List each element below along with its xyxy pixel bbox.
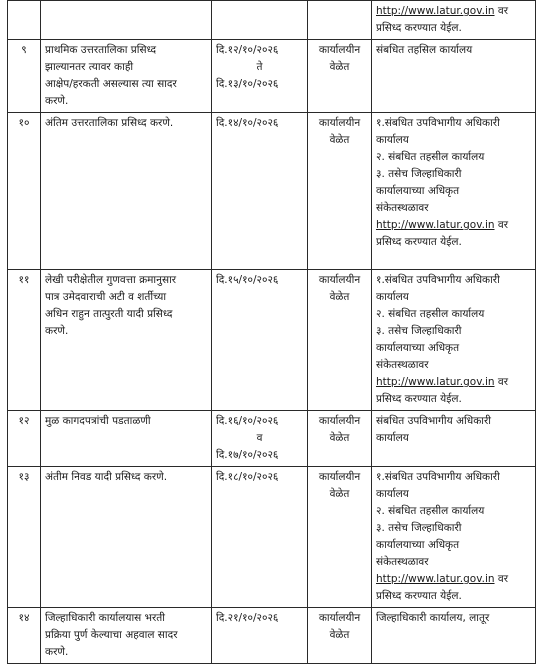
serial-number: १२	[18, 415, 30, 427]
date-cell	[212, 608, 308, 664]
office-line	[376, 3, 531, 20]
schedule-table	[7, 0, 536, 664]
office-line: ३. तसेच जिल्हाधिकारी	[376, 168, 462, 180]
office-line: कार्यालयाच्या अधिकृत	[376, 185, 460, 197]
website-link[interactable]: http://www.latur.gov.in	[376, 573, 495, 585]
date-text: व	[256, 432, 263, 444]
office-cell	[372, 270, 536, 411]
time-text: वेळेत	[329, 291, 350, 303]
task-cell	[41, 608, 212, 664]
time-cell	[308, 1, 372, 40]
time-text: कार्यालयीन	[318, 471, 361, 483]
time-cell	[308, 113, 372, 270]
time-text: वेळेत	[329, 432, 350, 444]
date-cell	[212, 411, 308, 467]
task-text: प्रक्रिया पुर्ण केल्याचा अहवाल सादर	[45, 629, 178, 641]
office-line: जिल्हाधिकारी कार्यालय, लातूर	[376, 612, 490, 624]
table-row	[8, 270, 536, 411]
time-text: वेळेत	[329, 134, 350, 146]
task-text: झाल्यानतर त्यावर काही	[45, 61, 134, 73]
table-row	[8, 411, 536, 467]
office-line	[376, 571, 531, 588]
table-row	[8, 40, 536, 113]
task-text: करणे.	[45, 646, 69, 658]
date-text: दि.१५/१०/२०२६	[216, 274, 279, 286]
date-text: दि.१२/१०/२०२६	[216, 44, 279, 56]
office-line: संकेतस्थळावर	[376, 202, 429, 214]
website-link[interactable]: http://www.latur.gov.in	[376, 376, 495, 388]
serial-number-cell	[8, 1, 41, 40]
office-text: वर	[494, 219, 508, 231]
date-text: दि.१७/१०/२०२६	[216, 449, 279, 461]
office-line: संकेतस्थळावर	[376, 556, 429, 568]
office-line: कार्यालय	[376, 488, 409, 500]
task-text: अंतीम निवड यादी प्रसिध्द करणे.	[45, 471, 168, 483]
task-text: करणे.	[45, 325, 69, 337]
office-line: १.संबधित उपविभागीय अधिकारी	[376, 274, 500, 286]
time-cell	[308, 270, 372, 411]
task-cell	[41, 270, 212, 411]
office-line: २. संबधित तहसील कार्यालय	[376, 308, 485, 320]
task-cell	[41, 1, 212, 40]
serial-number-cell	[8, 40, 41, 113]
date-cell	[212, 40, 308, 113]
task-text: अधिन राहुन तात्पुरती यादी प्रसिध्द	[45, 308, 173, 320]
task-text: पात्र उमेदवाराची अटी व शर्तीच्या	[45, 291, 167, 303]
office-line: कार्यालयाच्या अधिकृत	[376, 539, 460, 551]
office-cell	[372, 608, 536, 664]
table-row	[8, 113, 536, 270]
task-text: प्राथमिक उत्तरतालिका प्रसिध्द	[45, 44, 157, 56]
date-text: दि.१६/१०/२०२६	[216, 415, 279, 427]
time-text: वेळेत	[329, 629, 350, 641]
office-cell	[372, 113, 536, 270]
date-text: ते	[256, 61, 263, 73]
serial-number-cell	[8, 467, 41, 608]
office-line: ३. तसेच जिल्हाधिकारी	[376, 522, 462, 534]
date-text: दि.१४/१०/२०२६	[216, 117, 279, 129]
date-text: दि.१८/१०/२०२६	[216, 471, 279, 483]
time-cell	[308, 40, 372, 113]
office-line: कार्यालय	[376, 432, 409, 444]
serial-number: ९	[21, 44, 27, 56]
task-text: जिल्हाधिकारी कार्यालयास भरती	[45, 612, 165, 624]
website-link[interactable]: http://www.latur.gov.in	[376, 219, 495, 231]
office-line: २. संबधित तहसील कार्यालय	[376, 151, 485, 163]
office-cell	[372, 1, 536, 40]
task-text: मुळ कागदपत्रांची पडताळणी	[45, 415, 151, 427]
office-line: प्रसिध्द करण्यात येईल.	[376, 22, 462, 34]
office-cell	[372, 40, 536, 113]
office-line: संबधित तहसिल कार्यालय	[376, 44, 473, 56]
task-cell	[41, 411, 212, 467]
time-text: कार्यालयीन	[318, 274, 361, 286]
office-text: वर	[494, 376, 508, 388]
serial-number: ११	[18, 274, 30, 286]
office-line	[376, 217, 531, 234]
task-cell	[41, 113, 212, 270]
time-text: वेळेत	[329, 488, 350, 500]
date-text: दि.२१/१०/२०२६	[216, 612, 279, 624]
office-line: १.संबधित उपविभागीय अधिकारी	[376, 117, 500, 129]
office-cell	[372, 467, 536, 608]
serial-number-cell	[8, 113, 41, 270]
time-text: वेळेत	[329, 61, 350, 73]
date-cell	[212, 1, 308, 40]
office-line	[376, 374, 531, 391]
task-text: आक्षेप/हरकती असल्यास त्या सादर	[45, 78, 177, 90]
serial-number: १४	[18, 612, 30, 624]
office-text: वर	[494, 5, 508, 17]
serial-number: १३	[18, 471, 30, 483]
website-link[interactable]: http://www.latur.gov.in	[376, 5, 495, 17]
task-text: अंतिम उत्तरतालिका प्रसिध्द करणे.	[45, 117, 174, 129]
time-cell	[308, 608, 372, 664]
time-text: कार्यालयीन	[318, 415, 361, 427]
office-line: प्रसिध्द करण्यात येईल.	[376, 236, 462, 248]
office-line: कार्यालय	[376, 134, 409, 146]
task-cell	[41, 467, 212, 608]
task-cell	[41, 40, 212, 113]
table-row	[8, 1, 536, 40]
office-line: कार्यालय	[376, 291, 409, 303]
task-text: लेखी परीक्षेतील गुणवत्ता क्रमानुसार	[45, 274, 177, 286]
office-line: प्रसिध्द करण्यात येईल.	[376, 590, 462, 602]
task-text: करणे.	[45, 95, 69, 107]
office-line: संकेतस्थळावर	[376, 359, 429, 371]
office-line: ३. तसेच जिल्हाधिकारी	[376, 325, 462, 337]
time-cell	[308, 411, 372, 467]
serial-number-cell	[8, 270, 41, 411]
office-cell	[372, 411, 536, 467]
date-cell	[212, 113, 308, 270]
serial-number-cell	[8, 608, 41, 664]
time-text: कार्यालयीन	[318, 117, 361, 129]
office-line: प्रसिध्द करण्यात येईल.	[376, 393, 462, 405]
office-line: संबधित उपविभागीय अधिकारी	[376, 415, 492, 427]
serial-number-cell	[8, 411, 41, 467]
table-row	[8, 608, 536, 664]
office-line: कार्यालयाच्या अधिकृत	[376, 342, 460, 354]
date-text: दि.१३/१०/२०२६	[216, 78, 279, 90]
time-text: कार्यालयीन	[318, 612, 361, 624]
schedule-body	[8, 1, 536, 664]
date-cell	[212, 270, 308, 411]
office-line: २. संबधित तहसील कार्यालय	[376, 505, 485, 517]
time-cell	[308, 467, 372, 608]
date-cell	[212, 467, 308, 608]
office-text: वर	[494, 573, 508, 585]
time-text: कार्यालयीन	[318, 44, 361, 56]
serial-number: १०	[18, 117, 30, 129]
table-row	[8, 467, 536, 608]
office-line: १.संबधित उपविभागीय अधिकारी	[376, 471, 500, 483]
